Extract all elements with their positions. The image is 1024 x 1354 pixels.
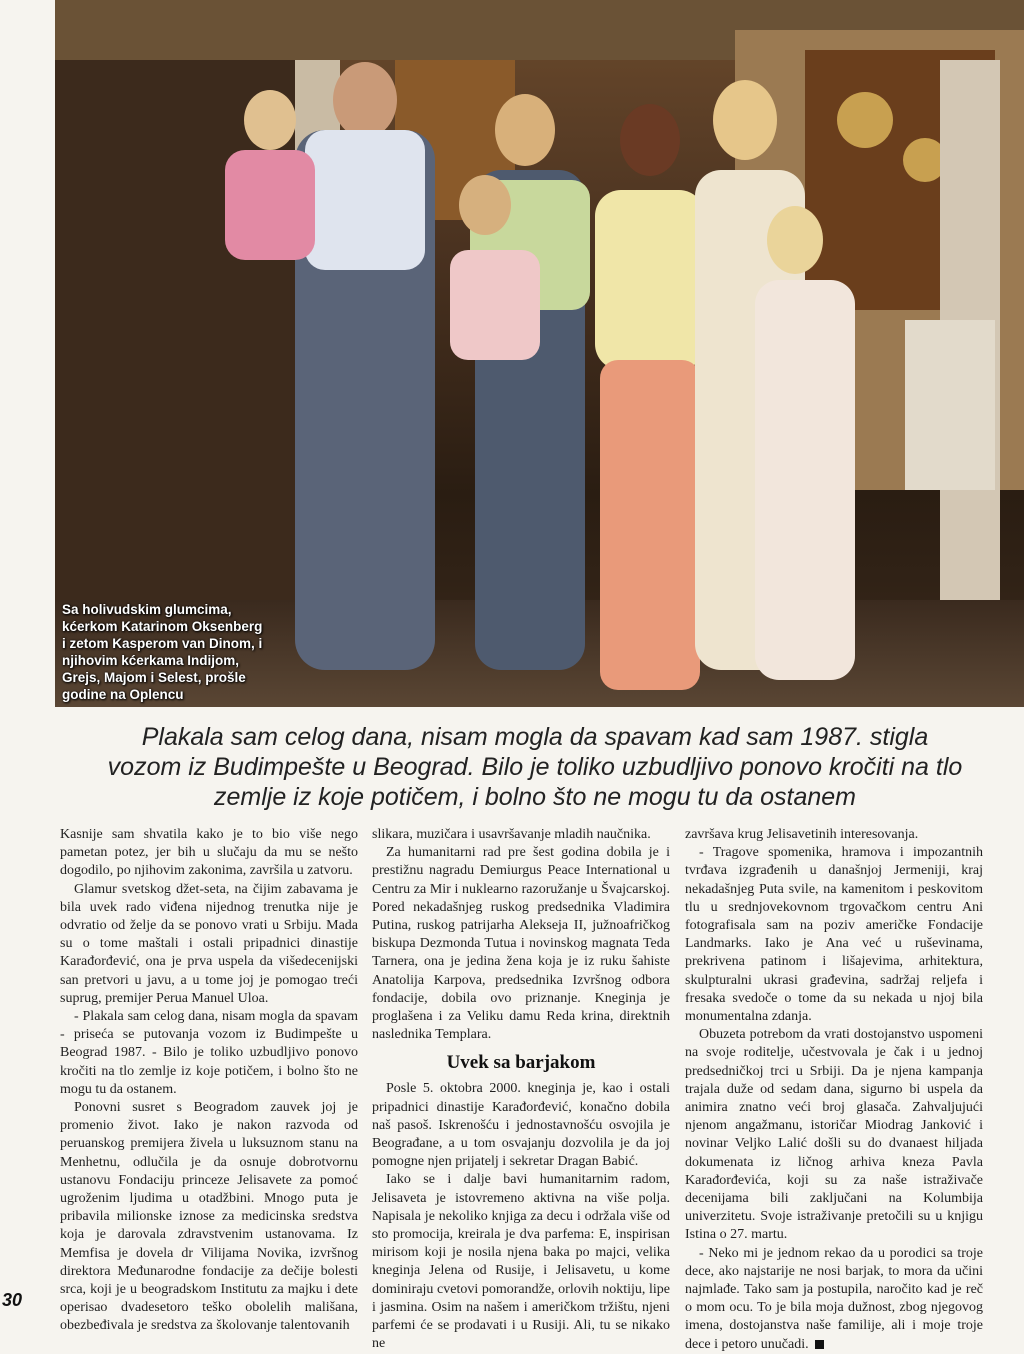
pull-quote-line: Plakala sam celog dana, nisam mogla da spavam kad sam 1987. stigla: [141, 723, 929, 751]
paragraph-text: - Neko mi je jednom rekao da u porodici sa troje dece, ako najstarije ne nosi barjak, to mora da učini najmlađe. Tako sam ja postupila, naročito kad je reč o mom ocu. To je bila moja dužnost, zbog njegovog imena, dostojanstva naše familije, ali i moje troje dece i petoro unučadi.: [685, 1245, 983, 1352]
article-column-1: [60, 826, 358, 1336]
paragraph: Kasnije sam shvatila kako je to bio više nego pametan potez, jer bih u slučaju da mu se nešto dogodilo, po njihovim zakonima, završila u zatvoru.: [60, 827, 358, 879]
article-column-3: [685, 826, 983, 1354]
paragraph: [685, 1245, 983, 1354]
paragraph: Ponovni susret s Beogradom zauvek joj je promenio život. Iako je nakon razvoda od peruanskog premijera živela u luksuznom stanu na Menhetnu, odlučila je da osnuje dobrotvornu ustanovu Fondaciju princeze Jelisavete za pomoć ugroženim ljudima u otadžbini. Mnogo puta je pribavila milionske iznose za medicinska sredstva koja je darovala zdravstvenim ustanovama. Iz Memfisa je dovela dr Vilijama Novika, izvršnog direktora Međunarodne fondacije za dečije bolesti srca, koji je u beogradskom Institutu za majku i dete operisao dvadesetoro teško obolelih mališana, obezbeđivala je sredstva za školovanje talentovanih: [60, 1100, 358, 1334]
paragraph: završava krug Jelisavetinih interesovanja.: [685, 827, 919, 842]
paragraph: Posle 5. oktobra 2000. kneginja je, kao i ostali pripadnici dinastije Karađorđević, konačno dobila naš pasoš. Iskrenošću i jednostavnošću osvojila je Beograđane, a u tom osvajanju dozvolila je da joj pomogne njen prijatelj i sekretar Dragan Babić.: [372, 1081, 670, 1170]
pull-quote-line: vozom iz Budimpešte u Beograd. Bilo je toliko uzbudljivo ponovo kročiti na tlo: [107, 753, 963, 781]
ornamental-screen: [905, 320, 995, 490]
family-photo: [55, 0, 1024, 707]
page-number: 30: [2, 1290, 23, 1310]
subheading: Uvek sa barjakom: [446, 1052, 596, 1074]
paragraph: - Plakala sam celog dana, nisam mogla da spavam - priseća se putovanja vozom iz Budimpešte u Beograd 1987. - Bilo je toliko uzbudljivo ponovo kročiti na tlo zemlje iz koje potičem, i bolno što ne mogu tu da ostanem.: [60, 1009, 358, 1097]
article-column-2: [372, 826, 670, 1353]
caption-line: Grejs, Majom i Selest, prošle: [62, 670, 246, 685]
paragraph: slikara, muzičara i usavršavanje mladih naučnika.: [372, 827, 651, 842]
caption-line: godine na Oplencu: [62, 687, 184, 702]
paragraph: - Tragove spomenika, hramova i impozantnih tvrđava izgrađenih u današnjoj Jermeniji, kraj nekadašnjeg Puta svile, na kamenitom i peskovitom tlu u srednjovekovnom trgovačkom centru Ani fotografisala sam na poziv američke Fondacije Landmarks. Iako je Ana već u ruševinama, prekrivena patinom i lišajevima, arhitektura, skulpturalni ukrasi građevina, sadržaj reljefa i fresaka svedoče o tome da su nekada u njoj bila monumentalna zdanja.: [685, 845, 983, 1025]
paragraph: Iako se i dalje bavi humanitarnim radom, Jelisaveta je istovremeno aktivna na više polja. Napisala je nekoliko knjiga za decu i održala više od sto promocija, kreirala je dva parfema: E, inspirisan mirisom koji je nosila njena baka po majci, velika kneginja Jelena od Rusije, i Jelisavetu, u kome dominiraju cvetovi pomorandže, orlovih noktiju, lipe i jasmina. Osim na našem i američkom tržištu, njeni parfemi će se prodavati i u Rusiji. Ali, tu se nikako ne: [372, 1172, 670, 1352]
end-mark: [815, 1340, 824, 1349]
paragraph: Glamur svetskog džet-seta, na čijim zabavama je bila uvek rado viđena nijednog trenutka nije je odvratio od želje da se ponovo vrati u Srbiju. Mada su o tome maštali i ostali pripadnici dinastije Karađorđević, ona je prva uspela da višedecenijski san pretvori u javu, a u tome joj je pomogao treći suprug, premijer Perua Manuel Uloa.: [60, 881, 358, 1006]
caption-line: Sa holivudskim glumcima,: [62, 602, 232, 617]
pull-quote: [70, 722, 1000, 812]
caption-line: kćerkom Katarinom Oksenberg: [62, 619, 263, 634]
paragraph: Obuzeta potrebom da vrati dostojanstvo uspomeni na svoje roditelje, učestvovala je čak i u jednoj predsedničkoj trci u Srbiji. Da je njena kampanja trajala duže od sedam dana, sigurno bi uspela da animira znatno veći broj glasača. Zahvaljujući njenom angažmanu, istoričar Miodrag Janković i novinar Veljko Lalić došli su do dvanaest hiljada dokumenata iz ličnog arhiva kneza Pavla Karađorđevića, koji su za naše istraživače decenijama bili zaključani na Kolumbija univerzitetu. Svoje istraživanje pretočili su u knjigu Istina o 27. martu.: [685, 1027, 983, 1243]
icon-halo: [837, 92, 893, 148]
caption-line: njihovim kćerkama Indijom,: [62, 653, 240, 668]
photo-caption: [62, 601, 292, 703]
pull-quote-line: zemlje iz koje potičem, i bolno što ne mogu tu da ostanem: [213, 783, 856, 811]
paragraph: Za humanitarni rad pre šest godina dobila je i prestižnu nagradu Demiurgus Peace International u Centru za Mir i nuklearno razoružanje u Švajcarskoj. Pored nekadašnjeg ruskog predsednika Vladimira Putina, ruskog patrijarha Alekseja II, južnoafričkog biskupa Dezmonda Tutua i novinskog magnata Teda Tarnera, ona je jedina žena koja je iz ruku šahiste Anatolija Karpova, predsednika Izvršnog odbora fondacije, dobila ovo priznanje. Kneginja je proglašena i za Veliku damu Reda krina, direktnih naslednika Templara.: [372, 845, 670, 1043]
caption-line: i zetom Kasperom van Dinom, i: [62, 636, 263, 651]
